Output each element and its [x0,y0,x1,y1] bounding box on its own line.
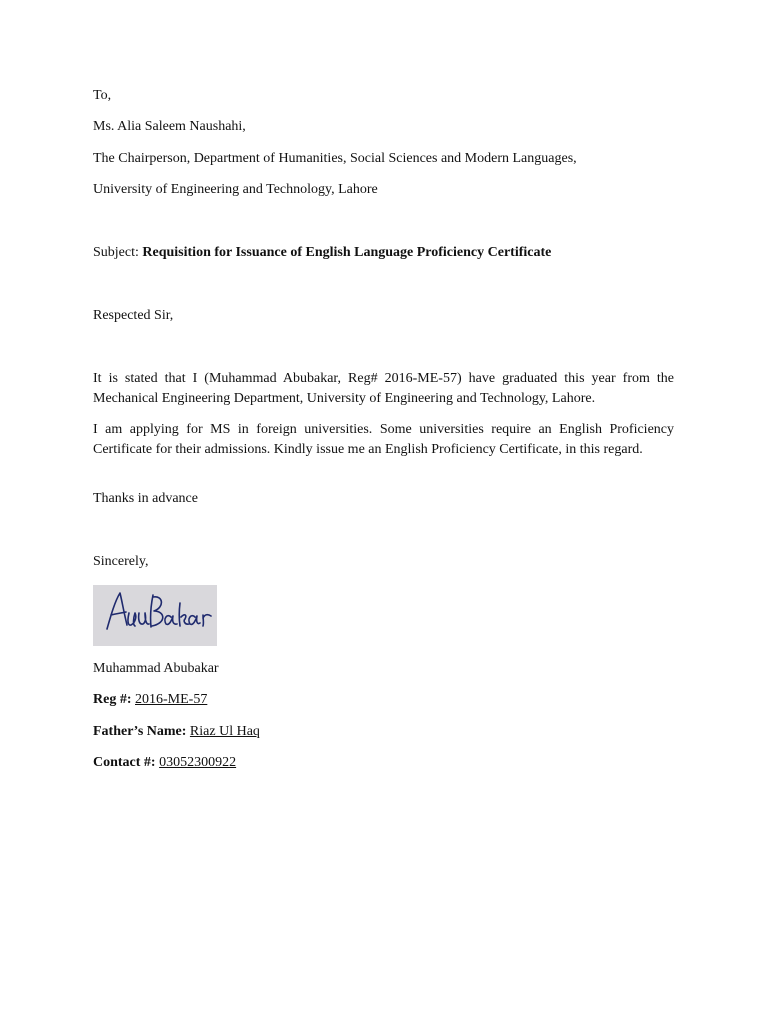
father-label: Father’s Name: [93,724,187,739]
subject-text: Requisition for Issuance of English Language Proficiency Certificate [142,245,552,260]
closing: Sincerely, [93,554,149,569]
father-value: Riaz Ul Haq [189,724,260,739]
greeting: Respected Sir, [93,308,174,323]
recipient-name: Ms. Alia Saleem Naushahi, [93,119,246,134]
recipient-title: The Chairperson, Department of Humanities, Social Sciences and Modern Languages, [93,151,577,166]
father-line [93,723,260,741]
salutation-to: To, [93,88,112,103]
subject-line [93,244,551,262]
contact-label: Contact #: [93,755,156,770]
contact-value: 03052300922 [159,755,237,770]
contact-line [93,754,236,772]
subject-label: Subject: [93,245,139,260]
sender-name: Muhammad Abubakar [93,661,219,676]
reg-line [93,691,207,709]
signature-image [93,585,217,646]
reg-value: 2016-ME-57 [135,692,208,707]
signature-icon [93,585,217,646]
reg-label: Reg #: [93,692,132,707]
body-paragraph-2: I am applying for MS in foreign universities. Some universities require an English Proficiency Certificate for their admissions. Kindly issue me an English Proficiency Certificate, in this regard. [93,422,674,457]
thanks-line: Thanks in advance [93,491,198,506]
body-paragraph-1: It is stated that I (Muhammad Abubakar, Reg# 2016-ME-57) have graduated this year from the Mechanical Engineering Department, University of Engineering and Technology, Lahore. [93,371,674,406]
recipient-institution: University of Engineering and Technology, Lahore [93,182,378,197]
